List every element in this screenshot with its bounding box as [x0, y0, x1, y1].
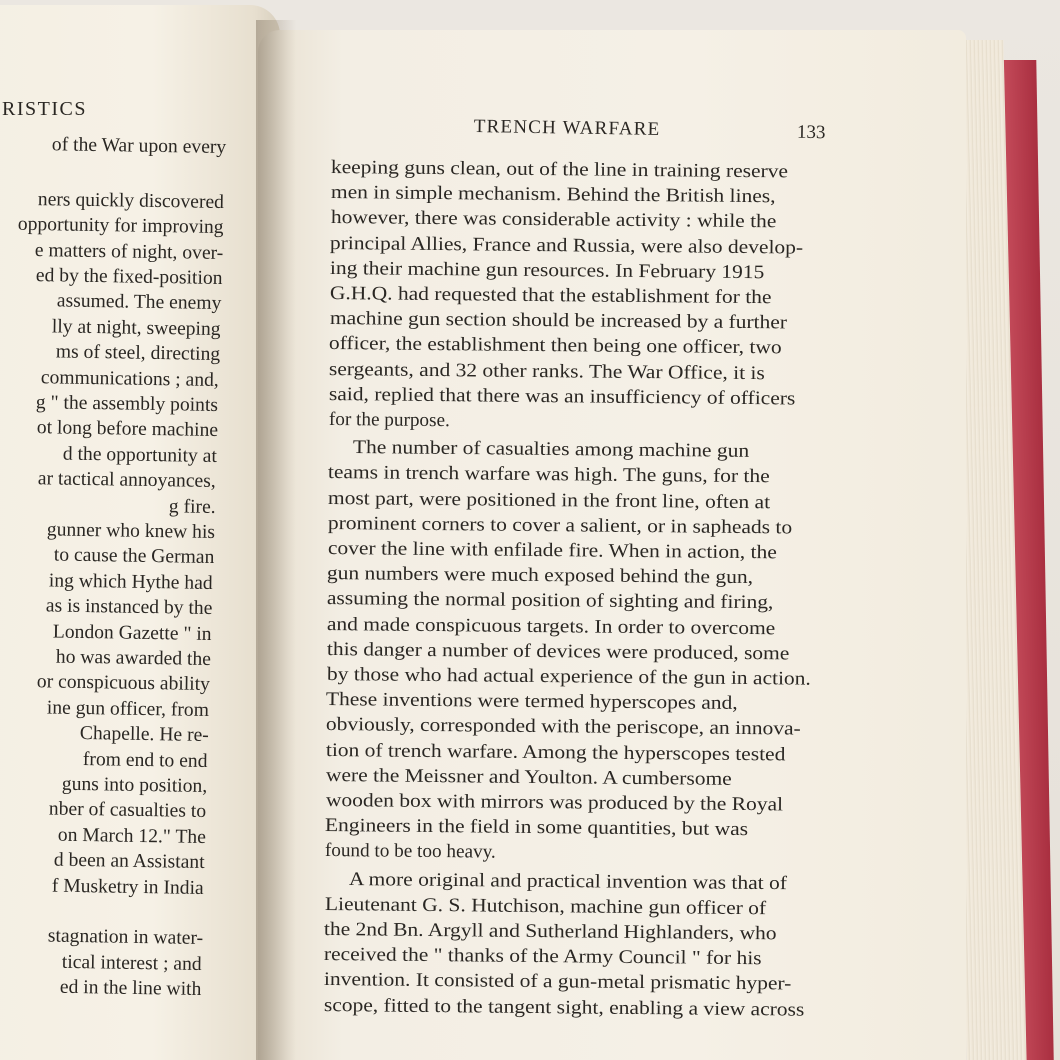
- left-body-line: as is instanced by the: [45, 595, 213, 620]
- body-line: The number of casualties among machine gun: [352, 437, 749, 462]
- left-body-line: ed by the fixed-position: [35, 265, 223, 289]
- body-line: ing their machine gun resources. In February 1915: [329, 257, 765, 283]
- body-line: received the " thanks of the Army Council " for his: [323, 944, 762, 970]
- body-line: were the Meissner and Youlton. A cumbersome: [325, 764, 732, 790]
- body-line: officer, the establishment then being one officer, two: [329, 333, 783, 359]
- left-body-line: on March 12." The: [57, 824, 206, 848]
- left-body-line: ot long before machine: [36, 417, 218, 442]
- left-body-line: communications ; and,: [41, 366, 220, 391]
- body-line: assuming the normal position of sighting and firing,: [327, 588, 774, 614]
- left-body-line: ms of steel, directing: [55, 341, 221, 366]
- body-line: scope, fitted to the tangent sight, enabling a view across: [323, 994, 805, 1021]
- left-body-line: Chapelle. He re-: [79, 723, 209, 747]
- body-line: These inventions were termed hyperscopes and,: [326, 689, 739, 715]
- left-body-line: gunner who knew his: [46, 519, 215, 543]
- left-body-line: tical interest ; and: [61, 951, 203, 975]
- body-line: the 2nd Bn. Argyll and Sutherland Highlanders, who: [324, 919, 778, 945]
- left-body-line: nber of casualties to: [48, 798, 207, 823]
- body-line: said, replied that there was an insufficiency of officers: [328, 383, 796, 410]
- body-line: keeping guns clean, out of the line in training reserve: [330, 157, 789, 183]
- left-body-line: to cause the German: [53, 544, 215, 569]
- left-body-line: g " the assembly points: [36, 392, 219, 416]
- body-line: sergeants, and 32 other ranks. The War Office, it is: [329, 358, 766, 384]
- body-line: for the purpose.: [328, 409, 450, 432]
- body-line: teams in trench warfare was high. The guns, for the: [328, 462, 771, 488]
- left-body-line: lly at night, sweeping: [51, 316, 221, 340]
- left-body-line: London Gazette " in: [52, 621, 212, 645]
- left-body-line: stagnation in water-: [47, 925, 203, 950]
- body-line: however, there was considerable activity : while the: [330, 207, 777, 233]
- body-line: cover the line with enfilade fire. When in action, the: [327, 538, 777, 564]
- running-head: TRENCH WARFARE: [473, 116, 661, 140]
- left-body-line: or conspicuous ability: [36, 671, 211, 696]
- left-body-line: ar tactical annoyances,: [38, 468, 217, 493]
- body-line: G.H.Q. had requested that the establishment for the: [329, 283, 772, 309]
- body-line: gun numbers were much exposed behind the gun,: [327, 563, 754, 589]
- body-line: and made conspicuous targets. In order to overcome: [326, 613, 776, 639]
- body-line: principal Allies, France and Russia, were also develop-: [330, 232, 804, 259]
- body-line: invention. It consisted of a gun-metal prismatic hyper-: [323, 969, 792, 995]
- left-body-line: f Musketry in India: [52, 875, 205, 899]
- body-line: men in simple mechanism. Behind the British lines,: [330, 182, 776, 208]
- body-line: Engineers in the field in some quantities, but was: [325, 815, 749, 841]
- left-body-line: assumed. The enemy: [56, 290, 222, 315]
- body-line: found to be too heavy.: [324, 840, 496, 864]
- left-body-line: ed in the line with: [59, 976, 202, 1001]
- body-line: this danger a number of devices were produced, some: [326, 638, 790, 665]
- left-body-line: of the War upon every: [51, 134, 227, 158]
- left-body-line: ing which Hythe had: [49, 570, 214, 594]
- left-body-line: d been an Assistant: [53, 849, 206, 874]
- body-line: by those who had actual experience of the gun in action.: [326, 664, 811, 690]
- body-line: Lieutenant G. S. Hutchison, machine gun officer of: [324, 893, 766, 920]
- left-running-head: RISTICS: [2, 98, 87, 120]
- left-body-line: g fire.: [168, 495, 216, 518]
- body-line: machine gun section should be increased by a further: [329, 308, 787, 334]
- left-body-line: guns into position,: [61, 773, 208, 797]
- gutter-shadow: [256, 20, 296, 1060]
- body-line: A more original and practical invention was that of: [348, 868, 787, 894]
- body-line: obviously, corresponded with the periscope, an innova-: [325, 714, 802, 740]
- left-body-line: opportunity for improving: [17, 213, 224, 239]
- body-line: tion of trench warfare. Among the hyperscopes tested: [325, 739, 786, 766]
- body-line: prominent corners to cover a salient, or in sapheads to: [327, 512, 793, 539]
- left-body-line: ine gun officer, from: [47, 697, 210, 721]
- left-body-line: e matters of night, over-: [34, 239, 224, 264]
- body-line: wooden box with mirrors was produced by the Royal: [325, 790, 783, 816]
- body-line: most part, were positioned in the front line, often at: [327, 487, 771, 513]
- left-body-line: ho was awarded the: [55, 646, 212, 670]
- left-body-line: from end to end: [83, 748, 209, 772]
- left-body-line: ners quickly discovered: [38, 188, 225, 213]
- page-number: 133: [796, 121, 826, 144]
- left-body-line: d the opportunity at: [62, 443, 218, 467]
